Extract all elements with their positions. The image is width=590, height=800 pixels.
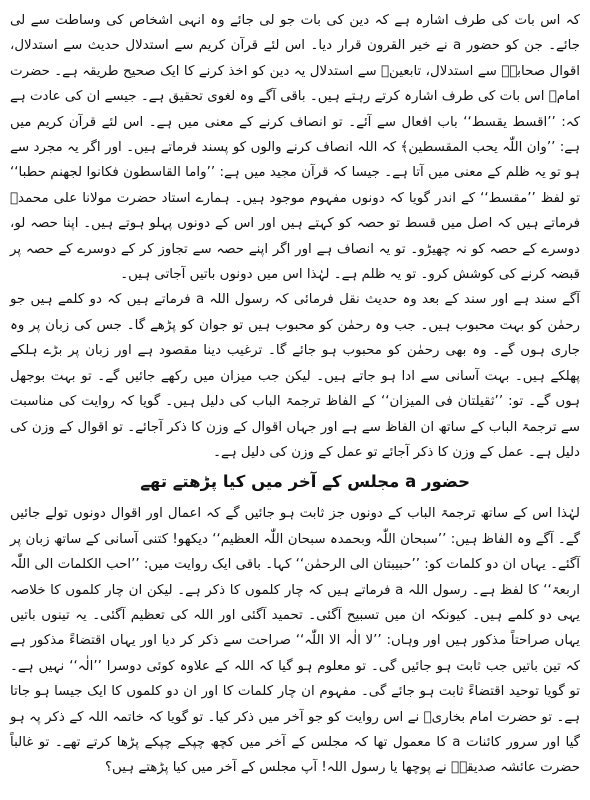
paragraph-2: آگے سند ہے اور سند کے بعد وہ حدیث نقل فرمائی کہ رسول اللہ a فرماتے ہیں کہ دو کلمے ہیں جو رحمٰن کو بہت محبوب ہیں۔ جب وہ رحمٰن کو محبوب ہیں تو جوان کو پڑھے گا۔ جس کی زبان پر وہ جاری ہوں گے۔ وہ بھی رحمٰن کو محبوب ہو جائے گا۔ ترغیب دینا مقصود ہے اور زبان پر بڑے ہلکے پھلکے ہیں۔ بہت آسانی سے ادا ہو جاتے ہیں۔ لیکن جب میزان میں رکھے جائیں گے۔ تو بہت بوجھل ہوں گے۔ تو: ’’ثقیلتان فی المیزان‘‘ کے الفاظ ترجمۃ الباب کی دلیل ہیں۔ گویا کہ روایت کی مناسبت سے ترجمۃ الباب کے ساتھ ان الفاظ سے ہے اور جہاں اقوال کے وزن کا ذکر آجائے۔ تو اقوال کے وزن کی دلیل ہے۔ عمل کے وزن کا ذکر آجائے تو عمل کے وزن کی دلیل ہے۔	[10, 292, 580, 460]
paragraph-3: لہٰذا اس کے ساتھ ترجمۃ الباب کے دونوں جز ثابت ہو جائیں گے کہ اعمال اور اقوال دونوں تولے جائیں گے۔ آگے وہ الفاظ ہیں: ’’سبحان اللّٰہ وبحمدہ سبحان اللّٰہ العظیم‘‘ دیکھو! کتنی آسانی کے ساتھ زبان پر آگئے۔ یہاں ان دو کلمات کو: ’’حبیبتان الی الرحمٰن‘‘ کہا۔ باقی ایک روایت میں: ’’احب الکلمات الی اللّٰہ اربعۃ‘‘ کا لفظ ہے۔ رسول اللہ a فرماتے ہیں کہ چار کلموں کا ذکر ہے۔ لیکن ان چار کلموں کا خلاصہ یہی دو کلمے ہیں۔ کیونکہ ان میں تسبیح آگئی۔ تحمید آگئی اور اللہ کی تعظیم آگئی۔ یہ تینوں باتیں یہاں صراحتاً مذکور ہیں اور وہاں: ’’لا الٰہ الا اللّٰہ‘‘ صراحت سے ذکر کر دیا اور یہاں اقتضاءً مذکور ہے کہ تین باتیں جب ثابت ہو جائیں گی۔ تو معلوم ہو گیا کہ اللہ کے علاوہ کوئی دوسرا ’’الٰہ‘‘ نہیں ہے۔ تو گویا توحید اقتضاءً ثابت ہو جائے گی۔ مفہوم ان چار کلمات کا اور ان دو کلموں کا ایک جیسا ہو جاتا ہے۔ تو حضرت امام بخاریؒ نے اس روایت کو جو آخر میں ذکر کیا۔ تو گویا کہ خاتمہ اللہ کے ذکر پہ ہو گیا اور سرور کائنات a کا معمول تھا کہ مجلس کے آخر میں کچھ چپکے چپکے پڑھا کرتے تھے۔ تو غالباً حضرت عائشہ صدیقہؓ نے پوچھا یا رسول اللہ! آپ مجلس کے آخر میں کیا پڑھتے ہیں؟	[10, 506, 581, 776]
section-heading: حضور a مجلس کے آخر میں کیا پڑھتے تھے	[140, 472, 470, 492]
paragraph-1: کہ اس بات کی طرف اشارہ ہے کہ دین کی بات جو لی جائے وہ انہی اشخاص کی وساطت سے لی جائے۔ جن کو حضور a نے خیر القرون قرار دیا۔ اس لئے قرآن کریم سے استدلال حدیث سے استدلال، اقوال صحابہؓ سے استدلال، تابعینؒ سے استدلال یہ دین کو اخذ کرنے کا ایک صحیح طریقہ ہے۔ حضرت امامؒ اس بات کی طرف اشارہ کرتے رہتے ہیں۔ باقی آگے وہ لغوی تحقیق ہے۔ جیسے ان کی عادت ہے کہ: ’’اقسط یقسط‘‘ باب افعال سے آئے۔ تو انصاف کرنے کے معنی میں ہے۔ اس لئے قرآن کریم میں ہے: ’’وان اللّٰہ یحب المقسطین﴾ کہ اللہ انصاف کرنے والوں کو پسند فرماتے ہیں۔ اور اگر یہ مجرد سے ہو تو یہ ظلم کے معنی میں آتا ہے۔ جیسا کہ قرآن مجید میں ہے: ’’واما القاسطون فکانوا لجھنم حطبا‘‘ تو لفظ ’’مقسط‘‘ کے اندر گویا کہ دونوں مفہوم موجود ہیں۔ ہمارے استاد حضرت مولانا علی محمدؒ فرماتے ہیں کہ اصل میں قسط تو حصہ کو کہتے ہیں اور اس کے دونوں پہلو ہوتے ہیں۔ اپنا حصہ لو، دوسرے کے حصہ کو نہ چھیڑو۔ تو یہ انصاف ہے اور اگر اپنے حصہ سے تجاوز کر کے دوسرے کے حصہ پر قبضہ کرنے کی کوشش کرو۔ تو یہ ظلم ہے۔ لہٰذا اس میں دونوں باتیں آجاتی ہیں۔	[10, 13, 580, 283]
